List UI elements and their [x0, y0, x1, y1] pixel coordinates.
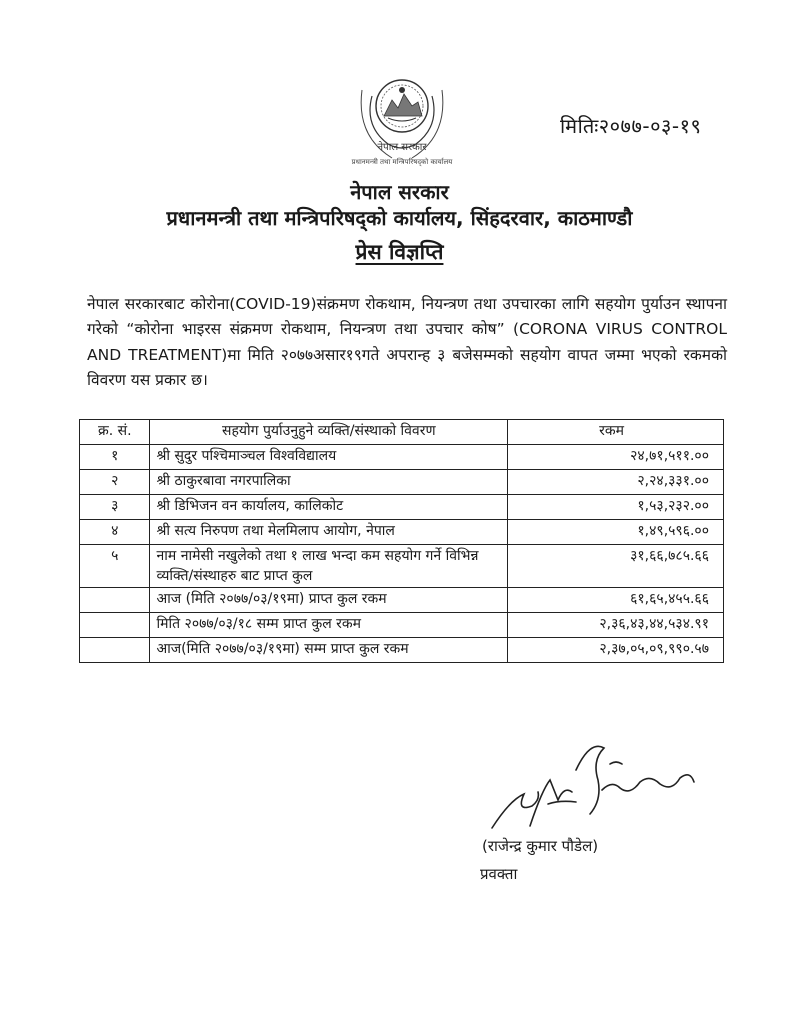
row-sn-empty [80, 638, 150, 663]
row-sn: १ [80, 445, 150, 470]
handwritten-signature [480, 730, 710, 840]
press-release-title: प्रेस विज्ञप्ति [355, 240, 444, 264]
total-amount: २,३७,०५,०९,९९०.५७ [508, 638, 724, 663]
total-label: आज (मिति २०७७/०३/१९मा) प्राप्त कुल रकम [150, 588, 508, 613]
total-row-cumulative [80, 638, 724, 663]
row-description: श्री डिभिजन वन कार्यालय, कालिकोट [150, 495, 508, 520]
row-amount: ३१,६६,७८५.६६ [508, 545, 724, 588]
government-title: नेपाल सरकार [350, 180, 449, 204]
table-row [80, 495, 724, 520]
press-release-body: नेपाल सरकारबाट कोरोना(COVID-19)संक्रमण रोकथाम, नियन्त्रण तथा उपचारका लागि सहयोग पुर्याउन स्थापना गरेको “कोरोना भाइरस संक्रमण रोकथाम, नियन्त्रण तथा उपचार कोष” (CORONA VIRUS CONTROL AND TREATMENT)मा मिति २०७७असार१९गते अपरान्ह ३ बजेसम्मको सहयोग वापत जम्मा भएको रकमको विवरण यस प्रकार छ। [87, 294, 727, 389]
row-description: श्री ठाकुरबावा नगरपालिका [150, 470, 508, 495]
header-sn: क्र. सं. [80, 420, 150, 445]
table-header-row [80, 420, 724, 445]
total-amount: ६१,६५,४५५.६६ [508, 588, 724, 613]
row-description: नाम नामेसी नखुलेको तथा १ लाख भन्दा कम सहयोग गर्ने विभिन्न व्यक्ति/संस्थाहरु बाट प्राप्त कुल [150, 545, 508, 588]
seal-text: नेपाल सरकार [377, 142, 427, 153]
row-sn: ३ [80, 495, 150, 520]
row-amount: २४,७१,५११.०० [508, 445, 724, 470]
total-row-previous [80, 613, 724, 638]
row-amount: १,४९,५९६.०० [508, 520, 724, 545]
row-amount: २,२४,३३१.०० [508, 470, 724, 495]
government-seal [332, 66, 472, 190]
total-row-today [80, 588, 724, 613]
row-sn-empty [80, 613, 150, 638]
issue-date: मितिः२०७७-०३-१९ [560, 114, 702, 138]
header-description: सहयोग पुर्याउनुहुने व्यक्ति/संस्थाको विवरण [150, 420, 508, 445]
total-label: आज(मिति २०७७/०३/१९मा) सम्म प्राप्त कुल रकम [150, 638, 508, 663]
signatory-name: (राजेन्द्र कुमार पौडेल) [482, 837, 599, 855]
row-amount: १,५३,२३२.०० [508, 495, 724, 520]
header-amount: रकम [508, 420, 724, 445]
table-row [80, 545, 724, 588]
table-row [80, 445, 724, 470]
signatory-designation: प्रवक्ता [480, 865, 518, 883]
donations-table [79, 419, 724, 663]
row-sn: ५ [80, 545, 150, 588]
row-sn-empty [80, 588, 150, 613]
seal-subtext: प्रधानमन्त्री तथा मन्त्रिपरिषद्को कार्यालय [351, 158, 453, 166]
row-sn: ४ [80, 520, 150, 545]
row-sn: २ [80, 470, 150, 495]
office-title: प्रधानमन्त्री तथा मन्त्रिपरिषद्को कार्यालय, सिंहदरवार, काठमाण्डौ [166, 206, 633, 230]
table-row [80, 470, 724, 495]
table-row [80, 520, 724, 545]
total-amount: २,३६,४३,४४,५३४.९१ [508, 613, 724, 638]
row-description: श्री सुदुर पश्चिमाञ्चल विश्वविद्यालय [150, 445, 508, 470]
row-description: श्री सत्य निरुपण तथा मेलमिलाप आयोग, नेपाल [150, 520, 508, 545]
total-label: मिति २०७७/०३/१८ सम्म प्राप्त कुल रकम [150, 613, 508, 638]
